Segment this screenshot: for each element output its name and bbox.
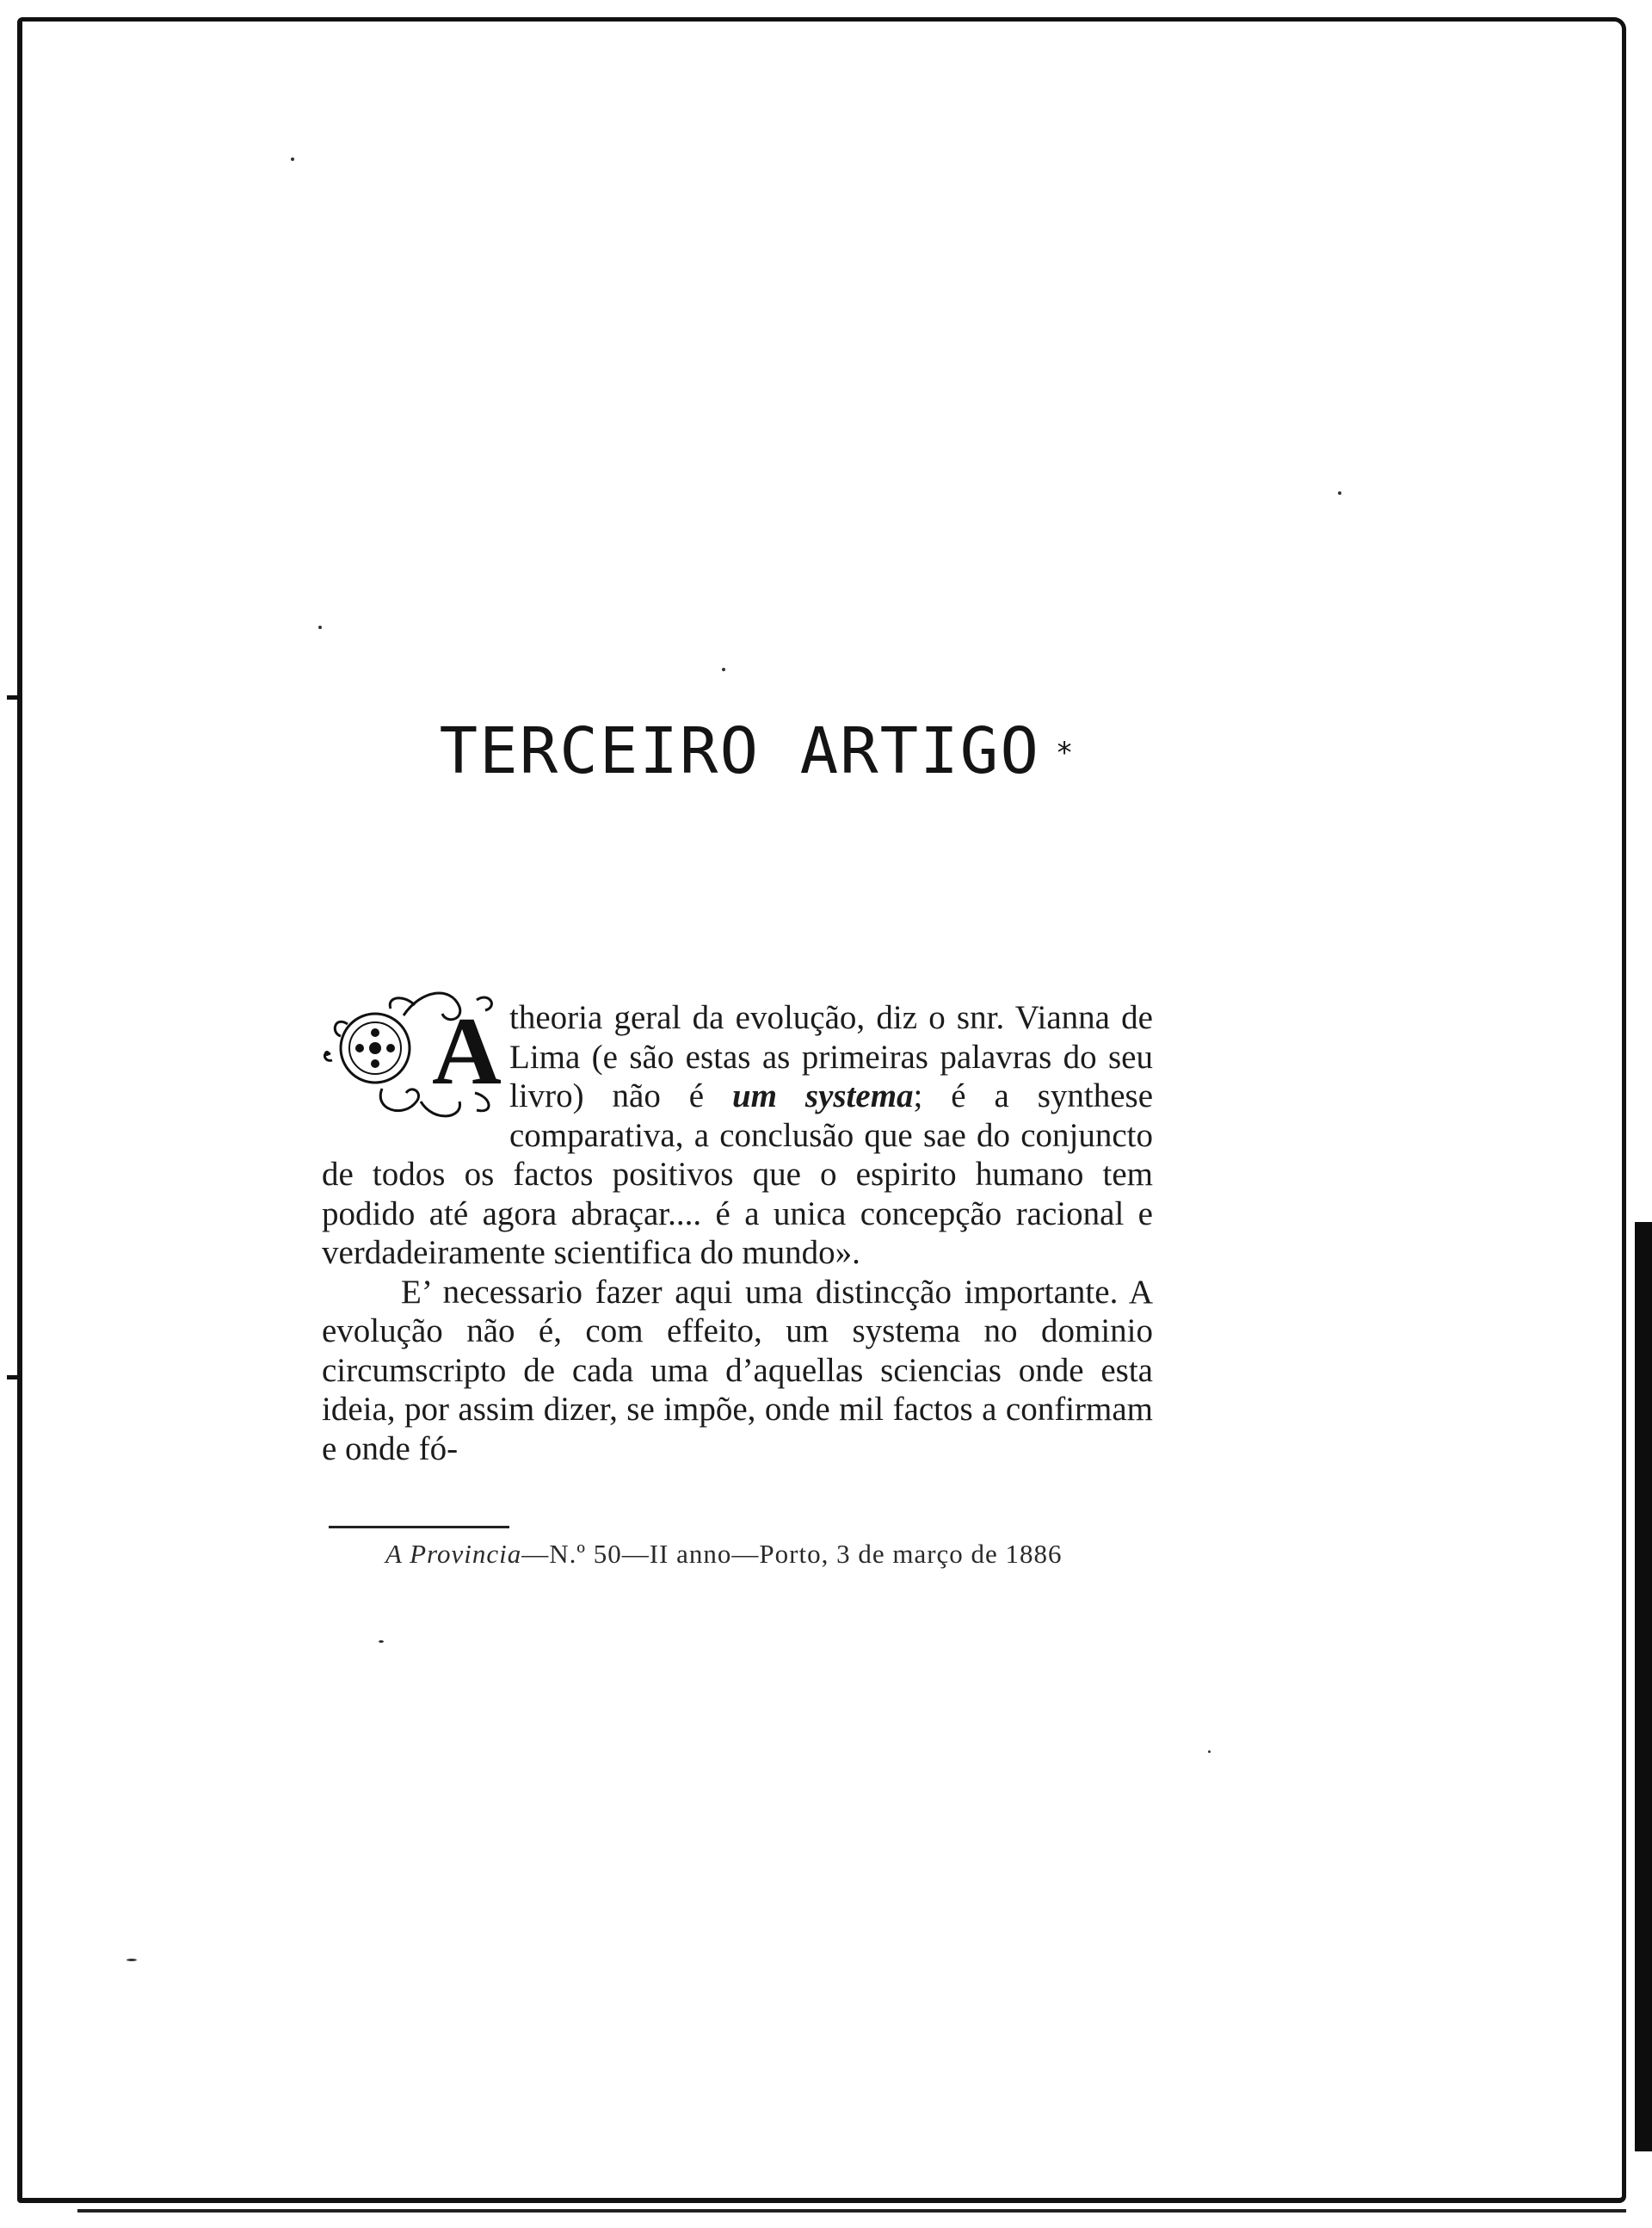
border-notch: [7, 695, 21, 700]
footnote-divider: [329, 1526, 509, 1528]
scan-speck: [1338, 491, 1341, 495]
paragraph-2: E’ necessario fazer aqui uma distincção importante. A evolução não é, com effeito, um systema no dominio circumscripto de cada uma d’aquellas sciencias onde esta ideia, por assim dizer, se impõe, onde mil factos a confirmam e onde fó-: [322, 1273, 1153, 1467]
bottom-edge: [77, 2209, 1626, 2213]
dropcap-letter: A: [432, 998, 502, 1105]
footnote: [327, 1539, 1153, 1570]
border-notch: [7, 1375, 21, 1379]
page-edge-shadow: [1635, 1222, 1652, 2151]
title-text: TERCEIRO ARTIGO: [439, 714, 1040, 788]
article-body: [322, 998, 1153, 1468]
scan-speck: [126, 1959, 137, 1961]
paragraph-1-continued: ; é a synthese comparativa, a conclusão que sae do conjuncto de todos os factos positivos que o espirito humano tem podido até agora abraçar.... é a unica concepção racional e verdadeiramente scientifica do mundo».: [322, 1077, 1154, 1271]
scan-speck: [379, 1640, 384, 1643]
scan-speck: [1208, 1750, 1211, 1753]
footnote-source: A Provincia: [385, 1539, 522, 1569]
paragraph-1-text: theoria geral da evolução, diz o snr. Vianna de Lima (e são estas as primeiras palavras do seu livro) não é: [509, 999, 1153, 1114]
scan-speck: [722, 668, 725, 671]
scan-speck: [318, 626, 322, 629]
scan-speck: [291, 157, 294, 161]
footnote-details: —N.º 50—II anno—Porto, 3 de março de 1886: [521, 1539, 1063, 1569]
paragraph-1: [322, 998, 1153, 1273]
article-title: [327, 714, 1187, 788]
ornamental-initial: [322, 998, 502, 1119]
title-footnote-mark: *: [1055, 736, 1076, 770]
paragraph-1-emphasis: um systema: [731, 1077, 914, 1114]
